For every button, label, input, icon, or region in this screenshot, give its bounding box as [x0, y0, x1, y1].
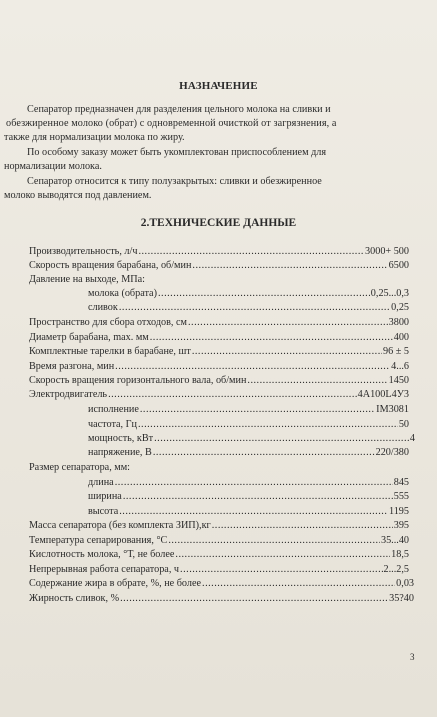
- spec-row: [88, 490, 409, 503]
- section-title-tech-data: 2.ТЕХНИЧЕСКИЕ ДАННЫЕ: [140, 217, 297, 229]
- spec-value: 0,03: [396, 578, 414, 589]
- spec-row: [88, 287, 409, 300]
- spec-label: ширина: [88, 491, 122, 502]
- spec-value: 4: [409, 433, 415, 444]
- page-number: 3: [410, 652, 415, 662]
- leader-dots: [150, 331, 393, 344]
- leader-dots: [140, 403, 375, 416]
- leader-dots: [175, 548, 390, 561]
- spec-value: 400: [393, 332, 409, 343]
- spec-label: Скорость вращения горизонтального вала, об/мин: [29, 375, 247, 386]
- spec-label: Непрерывная работа сепаратора, ч: [29, 564, 180, 575]
- spec-label: Жирность сливок, %: [29, 593, 120, 604]
- spec-label: длина: [88, 477, 114, 488]
- spec-label: частота, Гц: [88, 419, 137, 430]
- spec-row: [88, 432, 415, 445]
- leader-dots: [188, 316, 388, 329]
- spec-label: Содержание жира в обрате, %, не более: [29, 578, 202, 589]
- spec-value: 3800: [388, 317, 409, 328]
- spec-label: Пространство для сбора отходов, см: [29, 317, 187, 328]
- leader-dots: [247, 374, 387, 387]
- spec-value: 2...2,5: [383, 564, 409, 575]
- section-title-purpose: НАЗНАЧЕНИЕ: [179, 80, 258, 92]
- spec-row: [29, 519, 409, 532]
- leader-dots: [115, 360, 390, 373]
- spec-label: напряжение, В: [88, 447, 152, 458]
- spec-row: [29, 563, 409, 576]
- spec-row: [29, 360, 409, 373]
- leader-dots: [138, 418, 398, 431]
- leader-dots: [123, 490, 393, 503]
- spec-row: [29, 331, 409, 344]
- leader-dots: [202, 577, 395, 590]
- spec-label: исполнение: [88, 404, 139, 415]
- spec-row: [29, 534, 409, 547]
- leader-dots: [119, 505, 388, 518]
- leader-dots: [119, 301, 390, 314]
- spec-label: высота: [88, 506, 119, 517]
- spec-row: [29, 548, 409, 561]
- spec-value: 1450: [388, 375, 409, 386]
- spec-label: Время разгона, мин: [29, 361, 115, 372]
- spec-row: [88, 505, 409, 518]
- spec-value: 96 ± 5: [383, 346, 409, 357]
- spec-row: [29, 259, 409, 272]
- spec-label: Производительность, л/ч: [29, 246, 138, 257]
- spec-value: 35...40: [380, 535, 409, 546]
- spec-value: 0,25: [391, 302, 409, 313]
- leader-dots: [192, 259, 387, 272]
- spec-row: [88, 476, 409, 489]
- spec-label: Кислотность молока, °Т, не более: [29, 549, 175, 560]
- spec-label: мощность, кВт: [88, 433, 154, 444]
- paragraph-line: молоко выводятся под давлением.: [4, 190, 152, 201]
- spec-value: 6500: [388, 260, 409, 271]
- spec-value: 0,25...0,3: [370, 288, 409, 299]
- leader-dots: [192, 345, 382, 358]
- spec-row: [29, 388, 409, 401]
- leader-dots: [153, 446, 375, 459]
- leader-dots: [168, 534, 380, 547]
- spec-label: Диаметр барабана, max. мм: [29, 332, 149, 343]
- paragraph-line: Сепаратор предназначен для разделения цельного молока на сливки и: [27, 104, 331, 115]
- spec-value: 555: [393, 491, 409, 502]
- spec-label: Комплектные тарелки в барабане, шт: [29, 346, 191, 357]
- spec-row: [88, 446, 409, 459]
- spec-value: 220/380: [375, 447, 409, 458]
- leader-dots: [154, 432, 409, 445]
- spec-value: 18,5: [391, 549, 409, 560]
- spec-value: 4А100L4У3: [357, 389, 409, 400]
- spec-row: [29, 577, 414, 590]
- spec-row: [29, 316, 409, 329]
- leader-dots: [108, 388, 357, 401]
- spec-value: 1195: [389, 506, 409, 517]
- spec-value: 395: [393, 520, 409, 531]
- spec-group-label: Размер сепаратора, мм:: [29, 462, 131, 473]
- spec-label: Масса сепаратора (без комплекта ЗИП),кг: [29, 520, 211, 531]
- paragraph-line: нормализации молока.: [4, 161, 102, 172]
- spec-value: 845: [393, 477, 409, 488]
- spec-label: сливок: [88, 302, 118, 313]
- leader-dots: [115, 476, 393, 489]
- leader-dots: [158, 287, 370, 300]
- spec-value: 50: [398, 419, 409, 430]
- spec-row: [88, 301, 409, 314]
- spec-row: [29, 592, 414, 605]
- spec-value: 4...6: [391, 361, 409, 372]
- leader-dots: [180, 563, 382, 576]
- spec-row: [88, 418, 409, 431]
- spec-label: молока (обрата): [88, 288, 157, 299]
- leader-dots: [212, 519, 393, 532]
- paragraph-line: обезжиренное молоко (обрат) с одновременной очисткой от загрязнения, а: [6, 118, 337, 129]
- spec-row: [29, 374, 409, 387]
- leader-dots: [120, 592, 388, 605]
- spec-value: 35?40: [389, 593, 414, 604]
- spec-value: 3000+ 500: [365, 246, 409, 257]
- spec-row: [29, 345, 409, 358]
- spec-row: [29, 245, 409, 258]
- spec-group-label: Давление на выходе, МПа:: [29, 274, 145, 285]
- paragraph-line: По особому заказу может быть укомплектован приспособлением для: [27, 147, 327, 158]
- paragraph-line: также для нормализации молока по жиру.: [4, 132, 185, 143]
- paragraph-line: Сепаратор относится к типу полузакрытых: сливки и обезжиренное: [27, 176, 322, 187]
- spec-label: Температура сепарирования, °С: [29, 535, 168, 546]
- leader-dots: [138, 245, 364, 258]
- spec-row: [88, 403, 409, 416]
- spec-value: IM3081: [376, 404, 409, 415]
- spec-label: Скорость вращения барабана, об/мин: [29, 260, 192, 271]
- spec-label: Электродвигатель: [29, 389, 108, 400]
